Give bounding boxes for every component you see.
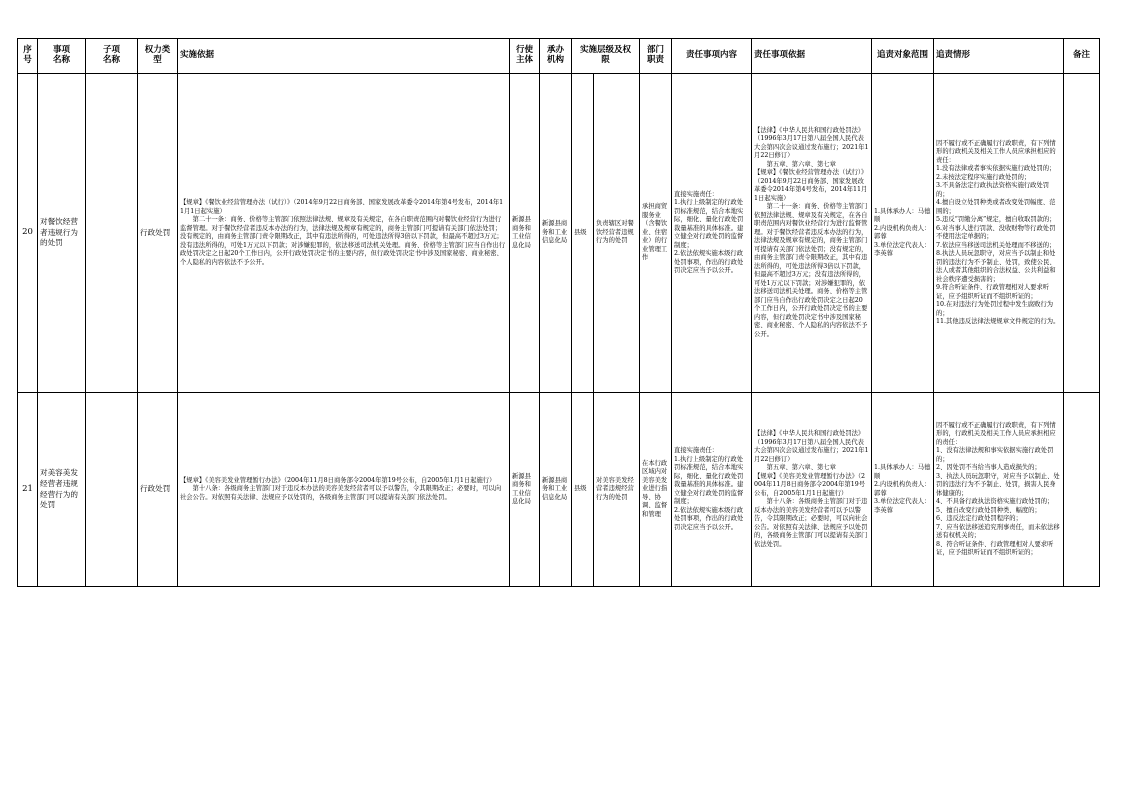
cell-sub-item — [86, 393, 138, 587]
cell-seq: 21 — [18, 393, 38, 587]
cell-undertaker: 新源县商务和工业信息化局 — [540, 74, 572, 393]
cell-resp-content: 直接实施责任： 1.执行上级制定的行政处罚标准规范，结合本地实际，细化、量化行政处罚裁量基准的具体标准。建立健全对行政处罚的监督制度； 2.依法依规实施本级行政处罚事项，作出的行政处罚决定应当予以公开。 — [672, 393, 752, 587]
cell-dept-duty: 在本行政区域内对美容美发业进行指导、协调、监督和管理 — [640, 393, 672, 587]
cell-power-type: 行政处罚 — [138, 74, 178, 393]
header-resp-basis: 责任事项依据 — [752, 39, 872, 74]
header-item-name: 事项 名称 — [38, 39, 86, 74]
cell-scope: 1.具体承办人：马德顺 2.内设机构负责人：郭蓉 3.单位法定代表人：李英蓉 — [872, 393, 934, 587]
cell-scope: 1.具体承办人：马德顺 2.内设机构负责人：郭蓉 3.单位法定代表人：李英蓉 — [872, 74, 934, 393]
cell-circumstance: 因不履行或不正确履行行政职责，有下列情形的行政机关及相关工作人员应承担相应的责任： 1.没有法律或者事实依据实施行政处罚的； 2.未按法定程序实施行政处罚的； 3.不具备法定行政执法资格实施行政处罚的； 4.擅自设立处罚种类或者改变处罚幅度、范围的； 5.违反“罚缴分离”规定，擅自收取罚款的； 6.对当事人进行罚款、没收财物等行政处罚不使用法定单据的； 7.依法应当移送司法机关处理而不移送的； 8.执法人员玩忽职守，对应当予以制止和处罚的违法行为不予制止、处罚，致使公民、法人或者其他组织的合法权益、公共利益和社会秩序遭受损害的； 9.符合听证条件、行政管理相对人要求听证，应予组织听证而不组织听证的； 10.在对违法行为处罚过程中发生腐败行为的； 11.其他违反法律法规规章文件规定的行为。 — [934, 74, 1064, 393]
header-remark: 备注 — [1064, 39, 1100, 74]
cell-sub-item — [86, 74, 138, 393]
header-resp-content: 责任事项内容 — [672, 39, 752, 74]
header-basis: 实施依据 — [178, 39, 510, 74]
cell-resp-content: 直接实施责任： 1.执行上级制定的行政处罚标准规范，结合本地实际，细化、量化行政处罚裁量基准的具体标准。建立健全对行政处罚的监督制度； 2.依法依规实施本级行政处罚事项，作出的行政处罚决定应当予以公开。 — [672, 74, 752, 393]
table-row — [18, 393, 1100, 587]
header-seq: 序 号 — [18, 39, 38, 74]
header-dept-duty: 部门 职责 — [640, 39, 672, 74]
cell-seq: 20 — [18, 74, 38, 393]
cell-dept-duty: 承担商贸服务业（含餐饮业、住宿业）的行业管理工作 — [640, 74, 672, 393]
cell-resp-basis: 【法律】《中华人民共和国行政处罚法》（1996年3月17日第八届全国人民代表大会第四次会议通过发布施行；2021年1月22日修订） 第五章、第六章、第七章 【规章】《美容美发业管理暂行办法》（2004年11月8日商务部令2004年第19号公布，自2005年1月1日起施行） 第十八条：各级商务主管部门对于违反本办法的美容美发经营者可以予以警告，令其限期改正；必要时，可以向社会公告。对依照有关法律、法规应予以处罚的，各级商务主管部门可以提请有关部门依法处罚。 — [752, 393, 872, 587]
header-subject: 行使 主体 — [510, 39, 540, 74]
header-level: 实施层级及权 限 — [572, 39, 640, 74]
cell-item-name: 对美容美发经营者违规经营行为的处罚 — [38, 393, 86, 587]
header-sub-item: 子项 名称 — [86, 39, 138, 74]
cell-remark — [1064, 74, 1100, 393]
cell-level-scope: 负责辖区对餐饮经营者违规行为的处罚 — [594, 74, 640, 393]
cell-subject: 新源县商务和工业信息化局 — [510, 393, 540, 587]
table-row — [18, 74, 1100, 393]
cell-undertaker: 新源县商务和工业信息化局 — [540, 393, 572, 587]
cell-power-type: 行政处罚 — [138, 393, 178, 587]
cell-level: 县级 — [572, 74, 594, 393]
cell-circumstance: 因不履行或不正确履行行政职责，有下列情形的，行政机关及相关工作人员应承担相应的责任： 1、没有法律法规和事实依据实施行政处罚的； 2、因处罚不当给当事人造成损失的； 3、执法人员玩忽职守，对应当予以制止、处罚的违法行为不予制止、处罚，损害人民身体健康的； 4、不具备行政执法资格实施行政处罚的； 5、擅自改变行政处罚种类、幅度的； 6、违反法定行政处罚程序的； 7、应当依法移送追究刑事责任，而未依法移送有权机关的； 8、符合听证条件、行政管理相对人要求听证，应予组织听证而不组织听证的； — [934, 393, 1064, 587]
cell-subject: 新源县商务和工业信息化局 — [510, 74, 540, 393]
cell-basis: 【规章】《美容美发业管理暂行办法》（2004年11月8日商务部令2004年第19号公布，自2005年1月1日起施行） 第十八条：各级商务主管部门对于违反本办法的美容美发经营者可以予以警告，令其限期改正；必要时，可以向社会公告。对依照有关法律、法规应予以处罚的，各级商务主管部门可以提请有关部门依法处罚。 — [178, 393, 510, 587]
power-list-table — [17, 38, 1100, 587]
cell-remark — [1064, 393, 1100, 587]
header-row — [18, 39, 1100, 74]
cell-basis: 【规章】《餐饮业经营管理办法（试行）》（2014年9月22日商务部、国家发展改革委令2014年第4号发布，2014年11月1日起实施） 第二十一条：商务、价格等主管部门依照法律法规、规章及有关规定，在各自职责范围内对餐饮业经营行为进行监督管理。对于餐饮经营者违反本办法的行为，法律法规及规章有规定的，商务主管部门可提请有关部门依法处罚；没有规定的，由商务主管部门责令限期改正，其中有违法所得的，可处违法所得3倍以下罚款，但最高不超过3万元；没有违法所得的，可处1万元以下罚款；对涉嫌犯罪的，依法移送司法机关处理。商务、价格等主管部门应当自作出行政处罚决定之日起20个工作日内，公开行政处罚决定书的主要内容，但行政处罚决定书中涉及国家秘密、商业秘密、个人隐私的内容依法不予公开。 — [178, 74, 510, 393]
header-power-type: 权力类 型 — [138, 39, 178, 74]
header-undertaker: 承办 机构 — [540, 39, 572, 74]
cell-item-name: 对餐饮经营者违规行为的处罚 — [38, 74, 86, 393]
header-scope: 追责对象范围 — [872, 39, 934, 74]
cell-level-scope: 对美容美发经营者违规经营行为的处罚 — [594, 393, 640, 587]
cell-resp-basis: 【法律】《中华人民共和国行政处罚法》（1996年3月17日第八届全国人民代表大会第四次会议通过发布施行；2021年1月22日修订） 第五章、第六章、第七章 【规章】《餐饮业经营管理办法（试行）》（2014年9月22日商务部、国家发展改革委令2014年第4号发布，2014年11月1日起实施） 第二十一条：商务、价格等主管部门依照法律法规、规章及有关规定，在各自职责范围内对餐饮业经营行为进行监督管理。对于餐饮经营者违反本办法的行为，法律法规及规章有规定的，商务主管部门可提请有关部门依法处罚；没有规定的，由商务主管部门责令限期改正，其中有违法所得的，可处违法所得3倍以下罚款，但最高不超过3万元；没有违法所得的，可处1万元以下罚款；对涉嫌犯罪的，依法移送司法机关处理。商务、价格等主管部门应当自作出行政处罚决定之日起20个工作日内，公开行政处罚决定书的主要内容，但行政处罚决定书中涉及国家秘密、商业秘密、个人隐私的内容依法不予公开。 — [752, 74, 872, 393]
header-circumstance: 追责情形 — [934, 39, 1064, 74]
cell-level: 县级 — [572, 393, 594, 587]
